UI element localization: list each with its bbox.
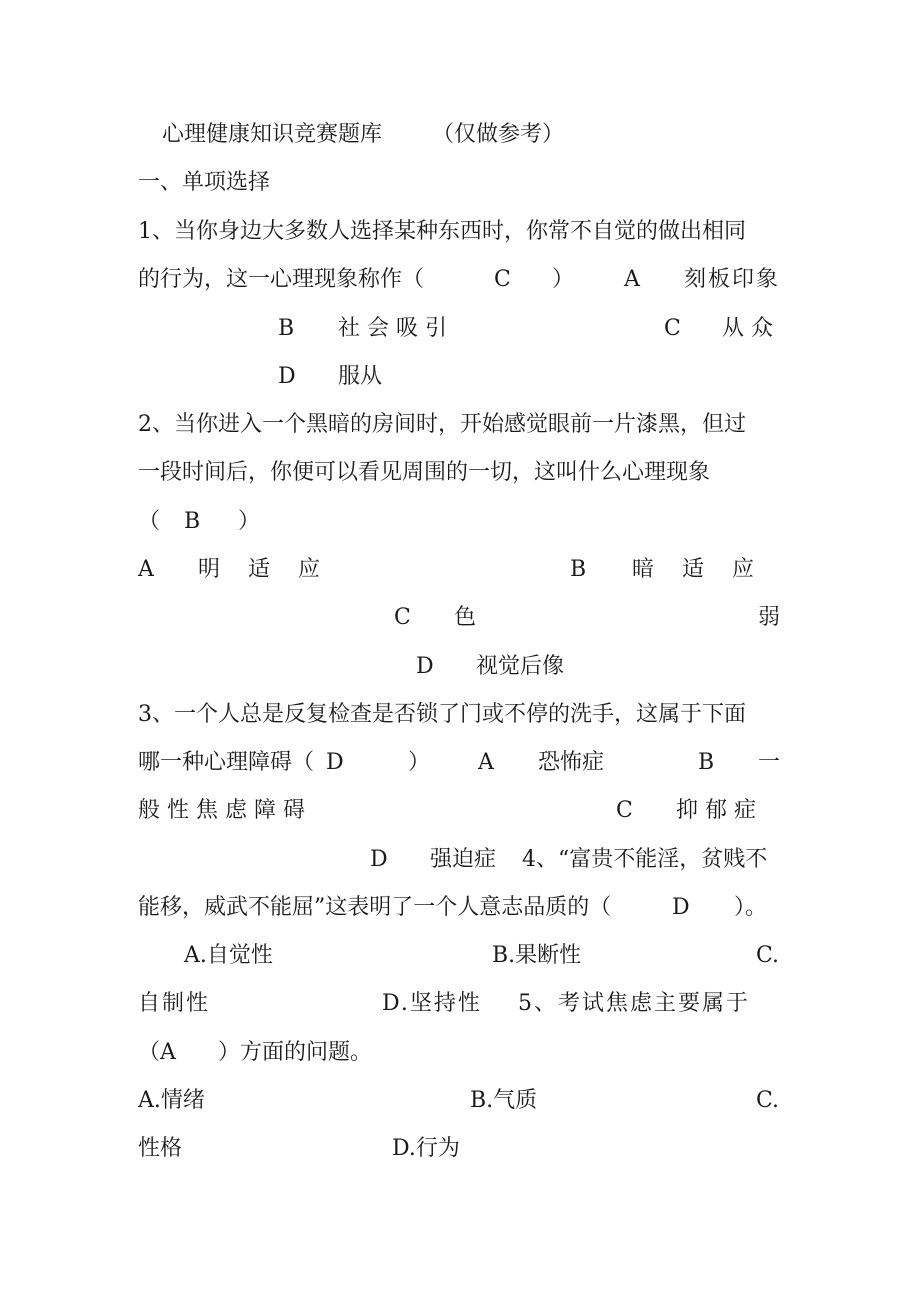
q3-option-c-text: 抑 郁 症 <box>676 798 756 823</box>
q2-option-c-letter: C <box>394 605 411 630</box>
q1-option-d-letter: D <box>278 364 296 389</box>
q3-option-b-letter: B <box>698 750 715 775</box>
q1-option-d-text: 服从 <box>338 364 383 389</box>
q2-answer-open: （ <box>138 509 161 534</box>
q4-option-a: A.自觉性 <box>184 943 273 968</box>
q1-line-2: 的行为，这一心理现象称作（ <box>138 267 425 292</box>
q1-option-b-text: 社 会 吸 引 <box>338 316 447 341</box>
q4-line-1: 4、“富贵不能淫，贫贱不 <box>522 847 768 872</box>
q2-option-d-text: 视觉后像 <box>476 654 565 679</box>
q3-option-a-text: 恐怖症 <box>538 750 605 775</box>
q1-answer: C <box>494 267 511 292</box>
q2-option-b-text: 暗 适 应 <box>632 557 754 582</box>
q2-line-2: 一段时间后，你便可以看见周围的一切，这叫什么心理现象 <box>138 460 711 485</box>
q3-option-c-letter: C <box>616 798 633 823</box>
q5-option-c-text: 性格 <box>138 1136 183 1161</box>
q2-answer: B <box>184 509 201 534</box>
q2-option-b-letter: B <box>570 557 587 582</box>
q3-answer: D <box>326 750 344 775</box>
q2-option-c-text-2: 弱 <box>758 605 781 630</box>
q4-option-c-text: 自制性 <box>138 991 211 1016</box>
q3-option-b-text-1: 一 <box>758 750 781 775</box>
q5-line-1: 5、考试焦虑主要属于 <box>518 991 750 1016</box>
q3-option-a-letter: A <box>478 750 494 775</box>
q5-option-c-label: C. <box>756 1088 780 1113</box>
q1-option-b-letter: B <box>278 316 295 341</box>
q2-line-1: 2、当你进入一个黑暗的房间时，开始感觉眼前一片漆黑，但过 <box>138 412 746 437</box>
q3-line-1: 3、一个人总是反复检查是否锁了门或不停的洗手，这属于下面 <box>138 702 746 727</box>
q5-option-d: D.行为 <box>392 1136 460 1161</box>
q1-answer-close: ） <box>552 267 575 292</box>
q1-option-a-text: 刻板印象 <box>684 267 781 292</box>
q4-answer: D <box>672 895 690 920</box>
q3-option-d-text: 强迫症 <box>430 847 497 872</box>
q4-option-c-label: C. <box>756 943 780 968</box>
q4-option-b: B.果断性 <box>492 943 582 968</box>
document-title: 心理健康知识竞赛题库 <box>162 122 383 147</box>
section-heading: 一、单项选择 <box>138 170 271 195</box>
q4-answer-close: ）。 <box>734 895 768 920</box>
q3-line-2: 哪一种心理障碍（ <box>138 750 315 775</box>
q5-option-a: A.情绪 <box>138 1088 205 1113</box>
q2-answer-close: ） <box>238 509 261 534</box>
q1-option-c-letter: C <box>664 316 681 341</box>
q1-line-1: 1、当你身边大多数人选择某种东西时，你常不自觉的做出相同 <box>138 219 746 244</box>
q2-option-d-letter: D <box>416 654 434 679</box>
q3-option-b-text-2: 般 性 焦 虑 障 碍 <box>138 798 305 823</box>
q5-option-b: B.气质 <box>470 1088 538 1113</box>
q1-option-a-letter: A <box>624 267 640 292</box>
q2-option-a-text: 明 适 应 <box>198 557 320 582</box>
q5-answer: A <box>160 1040 176 1065</box>
q5-line-2: ）方面的问题。 <box>218 1040 373 1065</box>
q1-option-c-text: 从 众 <box>722 316 773 341</box>
q2-option-a-letter: A <box>138 557 154 582</box>
q2-option-c-text-1: 色 <box>454 605 477 630</box>
q3-answer-close: ） <box>408 750 431 775</box>
title-note: （仅做参考） <box>432 122 565 147</box>
q4-option-d: D.坚持性 <box>382 991 482 1016</box>
q5-answer-open: （ <box>138 1040 161 1065</box>
q3-option-d-letter: D <box>370 847 388 872</box>
q4-line-2: 能移，威武不能屈”这表明了一个人意志品质的（ <box>138 895 612 920</box>
